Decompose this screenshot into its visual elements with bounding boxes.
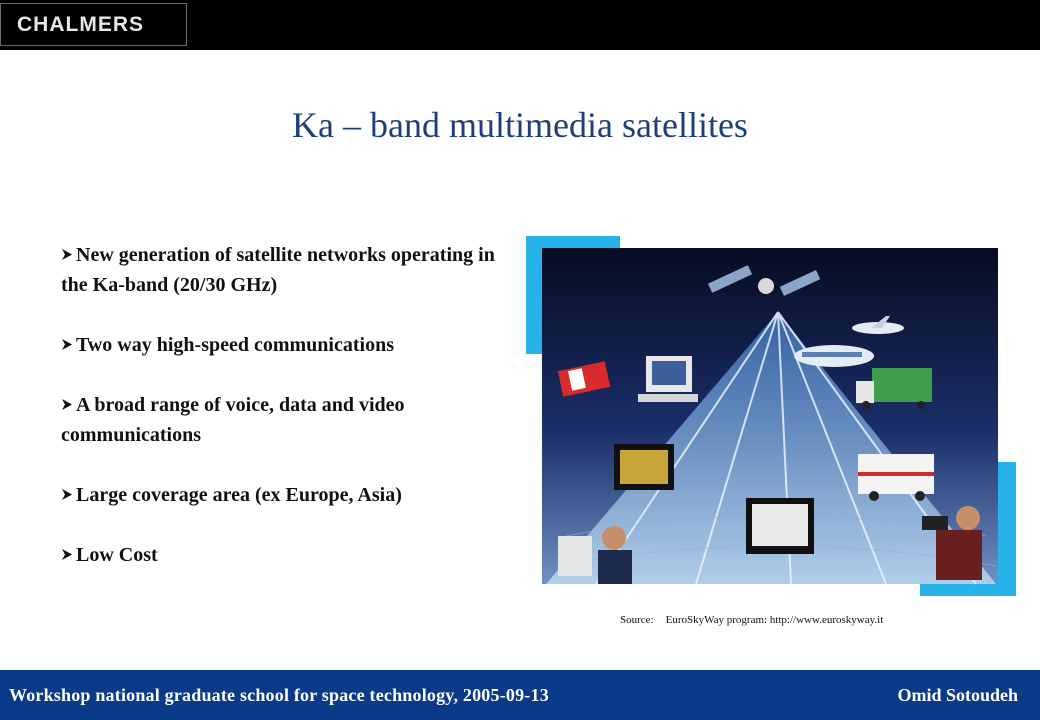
bullet-list	[61, 240, 501, 600]
arrow-bullet-icon	[61, 330, 76, 360]
arrow-bullet-icon	[61, 390, 76, 420]
image-source-caption	[620, 614, 883, 626]
bullet-item	[61, 480, 501, 510]
bullet-text: A broad range of voice, data and video communications	[61, 394, 405, 446]
computer-icon	[638, 356, 698, 402]
footer-author: Omid Sotoudeh	[897, 685, 1018, 705]
source-text: EuroSkyWay program: http://www.euroskyway.it	[665, 614, 884, 626]
tv-icon	[614, 444, 674, 490]
bullet-item	[61, 390, 501, 450]
bullet-text: Large coverage area (ex Europe, Asia)	[76, 484, 402, 506]
satellite-network-illustration	[526, 236, 1016, 596]
monitor-icon	[746, 498, 814, 554]
arrow-bullet-icon	[61, 240, 76, 270]
bullet-text: New generation of satellite networks operating in the Ka-band (20/30 GHz)	[61, 244, 495, 296]
slide-title: Ka – band multimedia satellites	[292, 105, 748, 145]
footer-bar	[0, 670, 1040, 720]
header-bar	[0, 0, 1040, 50]
bullet-item	[61, 240, 501, 300]
arrow-bullet-icon	[61, 480, 76, 510]
train-icon	[794, 345, 874, 367]
logo-text: CHALMERS	[17, 13, 144, 36]
ambulance-icon	[858, 454, 934, 501]
chalmers-logo	[0, 3, 187, 46]
footer-workshop-text: Workshop national graduate school for space technology, 2005-09-13	[9, 685, 549, 705]
bullet-text: Low Cost	[76, 544, 158, 566]
bullet-item	[61, 330, 501, 360]
bullet-item	[61, 540, 501, 570]
source-label: Source:	[620, 614, 654, 626]
arrow-bullet-icon	[61, 540, 76, 570]
bullet-text: Two way high-speed communications	[76, 334, 394, 356]
